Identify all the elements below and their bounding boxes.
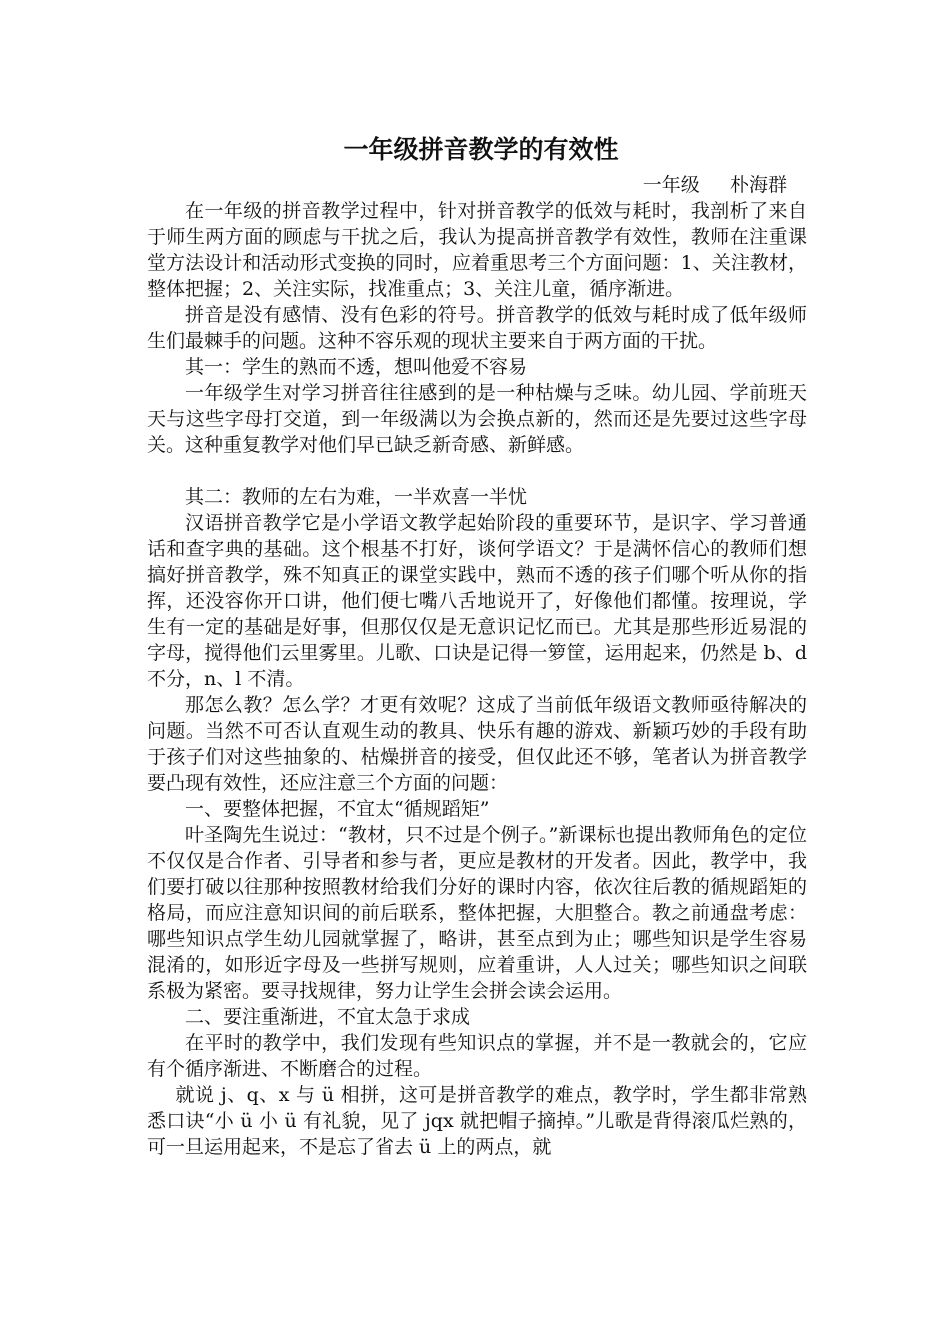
- author-line: 一年级 朴海群: [642, 174, 787, 196]
- paragraph-reason-two: 汉语拼音教学它是小学语文教学起始阶段的重要环节，是识字、学习普通话和查字典的基础。这个根基不打好，谈何学语文？于是满怀信心的教师们想搞好拼音教学，殊不知真正的课堂实践中，熟而不透的孩子们哪个听从你的指挥，还没容你开口讲，他们便七嘴八舌地说开了，好像他们都懂。按理说，学生有一定的基础是好事，但那仅仅是无意识记忆而已。尤其是那些形近易混的字母，搅得他们云里雾里。儿歌、口诀是记得一箩筐，运用起来，仍然是 b、d 不分，n、l 不清。: [147, 512, 807, 690]
- paragraph-reason-one: 一年级学生对学习拼音往往感到的是一种枯燥与乏味。幼儿园、学前班天天与这些字母打交道，到一年级满以为会换点新的，然而还是先要过这些字母关。这种重复教学对他们早已缺乏新奇感、新鲜感。: [147, 382, 807, 456]
- paragraph-how-to-teach: 那怎么教？怎么学？才更有效呢？这成了当前低年级语文教师亟待解决的问题。当然不可否认直观生动的教具、快乐有趣的游戏、新颖巧妙的手段有助于孩子们对这些抽象的、枯燥拼音的接受，但仅此还不够，笔者认为拼音教学要凸现有效性，还应注意三个方面的问题：: [147, 694, 807, 794]
- heading-reason-one: 其一：学生的熟而不透，想叫他爱不容易: [185, 356, 528, 378]
- document-title: 一年级拼音教学的有效性: [343, 135, 619, 164]
- heading-reason-two: 其二：教师的左右为难，一半欢喜一半忧: [185, 486, 528, 508]
- blank-line: [147, 458, 807, 484]
- heading-section-one: 一、要整体把握，不宜太“循规蹈矩”: [185, 798, 490, 820]
- paragraph-pinyin-symbols: 拼音是没有感情、没有色彩的符号。拼音教学的低效与耗时成了低年级师生们最棘手的问题。这种不容乐观的现状主要来自于两方面的干扰。: [147, 304, 807, 352]
- paragraph-section-one: 叶圣陶先生说过：“教材，只不过是个例子。”新课标也提出教师角色的定位不仅仅是合作者、引导者和参与者，更应是教材的开发者。因此，教学中，我们要打破以往那种按照教材给我们分好的课时内容，依次往后教的循规蹈矩的格局，而应注意知识间的前后联系，整体把握，大胆整合。教之前通盘考虑：哪些知识点学生幼儿园就掌握了，略讲，甚至点到为止；哪些知识是学生容易混淆的，如形近字母及一些拼写规则，应着重讲，人人过关；哪些知识之间联系极为紧密。要寻找规律，努力让学生会拼会读会运用。: [147, 824, 807, 1002]
- heading-section-two: 二、要注重渐进，不宜太急于求成: [185, 1006, 471, 1028]
- document-page: [147, 128, 807, 1160]
- paragraph-intro: 在一年级的拼音教学过程中，针对拼音教学的低效与耗时，我剖析了来自于师生两方面的顾虑与干扰之后，我认为提高拼音教学有效性，教师在注重课堂方法设计和活动形式变换的同时，应着重思考三个方面问题：1、关注教材，整体把握；2、关注实际，找准重点；3、关注儿童，循序渐进。: [147, 200, 807, 300]
- paragraph-jqx-example: 就说 j、q、x 与 ü 相拼，这可是拼音教学的难点，教学时，学生都非常熟悉口诀“小 ü 小 ü 有礼貌，见了 jqx 就把帽子摘掉。”儿歌是背得滚瓜烂熟的，可一旦运用起来，不是忘了省去 ü 上的两点，就: [147, 1084, 807, 1158]
- paragraph-section-two: 在平时的教学中，我们发现有些知识点的掌握，并不是一教就会的，它应有个循序渐进、不断磨合的过程。: [147, 1032, 807, 1080]
